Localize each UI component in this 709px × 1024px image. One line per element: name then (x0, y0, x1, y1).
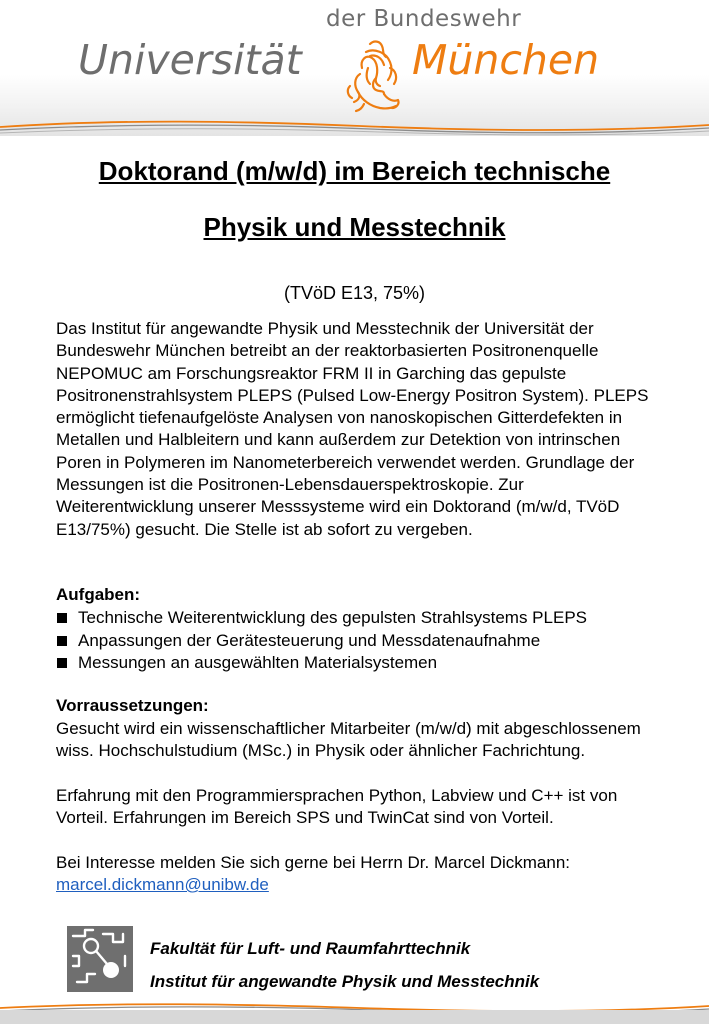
requirements-heading: Vorraussetzungen: (56, 696, 209, 715)
logo-text-left: Universität (78, 36, 302, 84)
job-title-line-2: Physik und Messtechnik (203, 212, 506, 242)
tasks-heading: Aufgaben: (56, 585, 141, 604)
athena-head-icon (340, 38, 406, 114)
institute-name: Institut für angewandte Physik und Messtechnik (150, 972, 540, 991)
header-wave-divider (0, 117, 709, 137)
tasks-list (56, 607, 587, 675)
requirements-paragraph-1: Gesucht wird ein wissenschaftlicher Mitarbeiter (m/w/d) mit abgeschlossenem wiss. Hochschulstudium (MSc.) in Physik oder ähnlicher Fachrichtung. (56, 719, 641, 761)
logo-subtitle: der Bundeswehr (326, 6, 522, 32)
list-item (56, 607, 587, 630)
bullet-square-icon (57, 658, 67, 668)
bullet-square-icon (57, 613, 67, 623)
page-header (0, 0, 709, 136)
job-title-line-1: Doktorand (m/w/d) im Bereich technische (98, 156, 611, 186)
logo-text-right: München (412, 36, 600, 84)
task-text: Messungen an ausgewählten Materialsystemen (78, 653, 438, 672)
task-text: Anpassungen der Gerätesteuerung und Messdatenaufnahme (78, 630, 541, 650)
list-item (56, 630, 587, 653)
bullet-square-icon (57, 636, 67, 646)
contact-text: Bei Interesse melden Sie sich gerne bei Herrn Dr. Marcel Dickmann: (56, 853, 570, 872)
pay-grade: (TVöD E13, 75%) (283, 283, 426, 303)
institute-circuit-icon (67, 926, 133, 992)
footer-band (0, 1010, 709, 1024)
list-item (56, 652, 587, 675)
task-text: Technische Weiterentwicklung des gepulsten Strahlsystems PLEPS (78, 608, 587, 627)
faculty-name: Fakultät für Luft- und Raumfahrttechnik (150, 939, 471, 958)
requirements-paragraph-2: Erfahrung mit den Programmiersprachen Python, Labview und C++ ist von Vorteil. Erfahrungen im Bereich SPS und TwinCat sind von Vorteil. (56, 786, 618, 828)
contact-email-link[interactable]: marcel.dickmann@unibw.de (56, 875, 269, 894)
intro-paragraph: Das Institut für angewandte Physik und Messtechnik der Universität der Bundeswehr München betreibt an der reaktorbasierten Positronenquelle NEPOMUC am Forschungsreaktor FRM II in Garching das gepulste Positronenstrahlsystem PLEPS (Pulsed Low-Energy Positron System). PLEPS ermöglicht tiefenaufgelöste Analysen von nanoskopischen Gitterdefekten in Metallen und Halbleitern und kann außerdem zur Detektion von intrinschen Poren in Polymeren im Nanometerbereich verwendet werden. Grundlage der Messungen ist die Positronen-Lebensdauerspektroskopie. Zur Weiterentwicklung unserer Messsysteme wird ein Doktorand (m/w/d, TVöD E13/75%) gesucht. Die Stelle ist ab sofort zu vergeben. (56, 319, 649, 539)
